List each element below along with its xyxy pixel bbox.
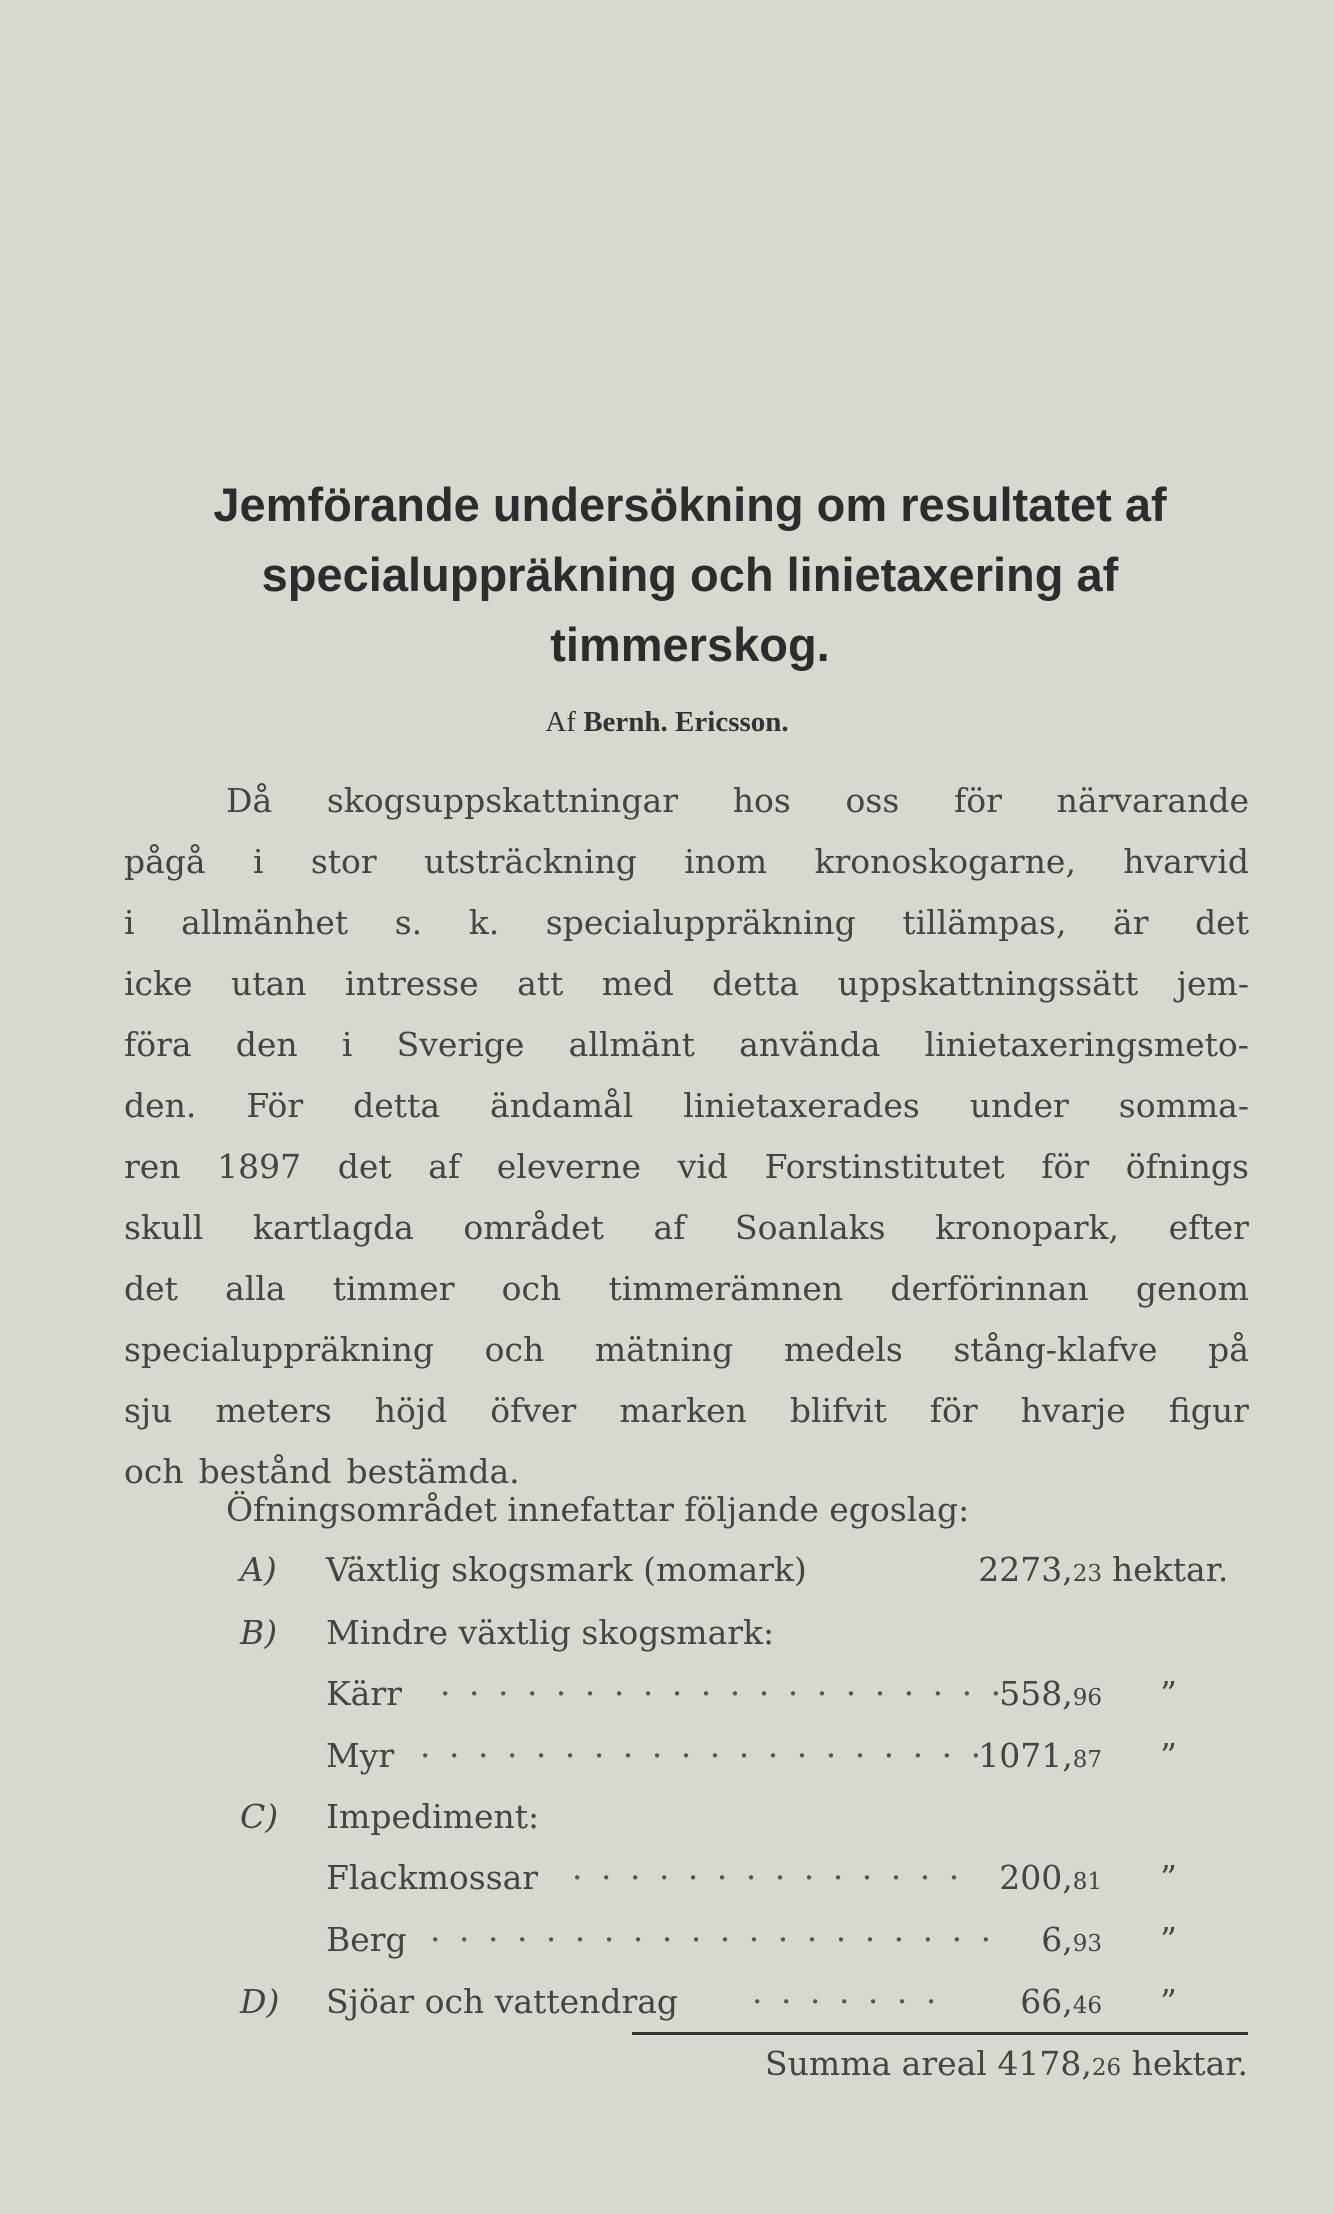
- row-unit: ”: [1160, 1674, 1177, 1713]
- row-value: [978, 1736, 1102, 1775]
- word: derförinnan: [890, 1269, 1089, 1308]
- word: af: [653, 1208, 686, 1247]
- word: kronoskogarne,: [814, 842, 1076, 881]
- paragraph-line: [124, 1258, 1249, 1319]
- leader-dots: · · · · · · ·: [752, 1982, 941, 2021]
- word: stor: [310, 842, 377, 881]
- total-label: Summa areal: [765, 2044, 987, 2083]
- word: linietaxeringsmeto-: [924, 1025, 1249, 1064]
- word: oss: [845, 781, 900, 820]
- row-unit: ”: [1160, 1982, 1177, 2021]
- word: skull: [124, 1208, 204, 1247]
- word: sju: [124, 1391, 173, 1430]
- row-description: Impediment:: [326, 1797, 540, 1836]
- total-value-dec: 26: [1091, 2055, 1122, 2081]
- word: kronopark,: [935, 1208, 1120, 1247]
- word: intresse: [344, 964, 479, 1003]
- article-title: [150, 470, 1230, 680]
- paragraph-line: [124, 1014, 1249, 1075]
- word: i: [252, 842, 264, 881]
- leader-dots: · · · · · · · · · · · · · · · · · · · ·: [440, 1674, 1006, 1713]
- row-letter: A): [240, 1550, 277, 1589]
- author-byline: [0, 706, 1334, 739]
- paragraph-line: [124, 953, 1249, 1014]
- paragraph-line: [124, 831, 1249, 892]
- word: föra: [124, 1025, 192, 1064]
- paragraph-line: [124, 1136, 1249, 1197]
- word: jem-: [1176, 964, 1249, 1003]
- row-description: Mindre växtlig skogsmark:: [326, 1613, 775, 1652]
- row-value-int: 200,: [999, 1858, 1073, 1897]
- word: detta: [712, 964, 799, 1003]
- paragraph-line: [124, 1319, 1249, 1380]
- word: alla: [225, 1269, 286, 1308]
- row-letter: B): [240, 1613, 278, 1652]
- row-unit: hektar.: [1112, 1550, 1229, 1589]
- word: den: [235, 1025, 298, 1064]
- row-unit: ”: [1160, 1736, 1177, 1775]
- word: det: [337, 1147, 392, 1186]
- table-row: [0, 1550, 1250, 1600]
- word: figur: [1168, 1391, 1249, 1430]
- word: Soanlaks: [735, 1208, 886, 1247]
- row-value-int: 6,: [1041, 1920, 1073, 1959]
- paragraph-line: [124, 1197, 1249, 1258]
- table-row: [0, 1736, 1250, 1786]
- row-letter: C): [240, 1797, 279, 1836]
- word: för: [954, 781, 1002, 820]
- word: allmänt: [568, 1025, 695, 1064]
- word: k.: [468, 903, 500, 942]
- row-description: Myr: [326, 1736, 395, 1775]
- row-value-dec: 23: [1072, 1561, 1102, 1587]
- total-value: [997, 2044, 1121, 2083]
- row-value-dec: 93: [1072, 1931, 1102, 1957]
- total-value-int: 4178,: [997, 2044, 1092, 2083]
- leader-dots: · · · · · · · · · · · · · ·: [572, 1858, 964, 1897]
- word: medels: [783, 1330, 903, 1369]
- word: Forstinstitutet: [764, 1147, 1005, 1186]
- word: ändamål: [490, 1086, 634, 1125]
- word: stång-klafve: [953, 1330, 1158, 1369]
- word: använda: [739, 1025, 881, 1064]
- table-row: [0, 1797, 1250, 1847]
- paragraph-line: [124, 1380, 1249, 1441]
- word: mätning: [594, 1330, 734, 1369]
- word: skogsuppskattningar: [326, 781, 678, 820]
- word: allmänhet: [181, 903, 349, 942]
- word: utsträckning: [424, 842, 637, 881]
- word: närvarande: [1056, 781, 1249, 820]
- word: för: [929, 1391, 978, 1430]
- word: hvarje: [1020, 1391, 1126, 1430]
- sum-rule: [632, 2032, 1248, 2035]
- body-paragraph: [124, 770, 1249, 1502]
- word: timmer: [332, 1269, 455, 1308]
- word: utan: [231, 964, 307, 1003]
- word: För: [246, 1086, 304, 1125]
- word: detta: [353, 1086, 441, 1125]
- word: är: [1113, 903, 1149, 942]
- word: bestämda.: [346, 1452, 520, 1491]
- word: att: [517, 964, 564, 1003]
- row-value: [1041, 1920, 1102, 1959]
- word: Sverige: [396, 1025, 525, 1064]
- word: ren: [124, 1147, 181, 1186]
- word: det: [1195, 903, 1249, 942]
- row-value-int: 558,: [999, 1674, 1073, 1713]
- row-letter: D): [240, 1982, 280, 2021]
- word: och: [484, 1330, 545, 1369]
- word: i: [124, 903, 135, 942]
- word: specialuppräkning: [124, 1330, 434, 1369]
- word: linietaxerades: [683, 1086, 920, 1125]
- row-value-dec: 46: [1072, 1993, 1102, 2019]
- word: blifvit: [789, 1391, 887, 1430]
- word: och: [124, 1452, 184, 1491]
- word: uppskattningssätt: [837, 964, 1139, 1003]
- word: Då: [226, 781, 273, 820]
- row-description: Sjöar och vattendrag: [326, 1982, 679, 2021]
- word: den.: [124, 1086, 197, 1125]
- row-description: Kärr: [326, 1674, 402, 1713]
- word: efter: [1168, 1208, 1249, 1247]
- table-row: [0, 1858, 1250, 1908]
- table-row: [0, 1982, 1250, 2032]
- word: timmerämnen: [608, 1269, 844, 1308]
- leader-dots: · · · · · · · · · · · · · · · · · · · ·: [430, 1920, 996, 1959]
- row-value-dec: 96: [1072, 1685, 1102, 1711]
- row-value-int: 2273,: [978, 1550, 1073, 1589]
- paragraph-line: [124, 1075, 1249, 1136]
- table-row: [0, 1674, 1250, 1724]
- word: somma-: [1118, 1086, 1249, 1125]
- row-description: Berg: [326, 1920, 407, 1959]
- word: området: [463, 1208, 604, 1247]
- word: inom: [684, 842, 768, 881]
- row-value-dec: 81: [1072, 1869, 1102, 1895]
- word: af: [428, 1147, 461, 1186]
- row-value-dec: 87: [1072, 1747, 1102, 1773]
- word: och: [501, 1269, 562, 1308]
- word: bestånd: [198, 1452, 332, 1491]
- word: för: [1041, 1147, 1090, 1186]
- row-value: [978, 1550, 1102, 1589]
- author-name: Bernh. Ericsson.: [583, 706, 789, 738]
- row-value: [1020, 1982, 1102, 2021]
- word: kartlagda: [252, 1208, 414, 1247]
- word: öfver: [490, 1391, 577, 1430]
- table-row: [0, 1613, 1250, 1663]
- leader-dots: · · · · · · · · · · · · · · · · · · · ·: [420, 1736, 986, 1775]
- row-value-int: 66,: [1020, 1982, 1073, 2021]
- word: eleverne: [496, 1147, 642, 1186]
- row-unit: ”: [1160, 1858, 1177, 1897]
- row-value-int: 1071,: [978, 1736, 1073, 1775]
- word: genom: [1135, 1269, 1249, 1308]
- title-line: specialuppräkning och linietaxering af: [261, 548, 1119, 601]
- word: hvarvid: [1123, 842, 1249, 881]
- table-row: [0, 1920, 1250, 1970]
- author-prefix: Af: [545, 706, 576, 738]
- paragraph-line: [124, 892, 1249, 953]
- word: icke: [124, 964, 193, 1003]
- word: hos: [732, 781, 791, 820]
- word: 1897: [217, 1147, 302, 1186]
- word: tillämpas,: [902, 903, 1067, 942]
- word: vid: [677, 1147, 728, 1186]
- word: höjd: [374, 1391, 448, 1430]
- total-row: [765, 2044, 1248, 2083]
- paragraph-line: [124, 770, 1249, 831]
- word: meters: [215, 1391, 332, 1430]
- word: öfnings: [1125, 1147, 1249, 1186]
- word: s.: [394, 903, 423, 942]
- word: på: [1208, 1330, 1249, 1369]
- word: med: [601, 964, 674, 1003]
- word: pågå: [124, 842, 206, 881]
- word: specialuppräkning: [545, 903, 856, 942]
- word: marken: [619, 1391, 747, 1430]
- title-line: Jemförande undersökning om resultatet af: [213, 478, 1167, 531]
- word: det: [124, 1269, 178, 1308]
- row-value: [999, 1674, 1102, 1713]
- title-line: timmerskog.: [550, 618, 830, 671]
- row-value: [999, 1858, 1102, 1897]
- total-unit: hektar.: [1131, 2044, 1248, 2083]
- word: under: [969, 1086, 1069, 1125]
- row-description: Växtlig skogsmark (momark): [326, 1550, 807, 1589]
- row-unit: ”: [1160, 1920, 1177, 1959]
- word: i: [341, 1025, 353, 1064]
- land-types-intro: Öfningsområdet innefattar följande egoslag:: [226, 1490, 970, 1529]
- row-description: Flackmossar: [326, 1858, 539, 1897]
